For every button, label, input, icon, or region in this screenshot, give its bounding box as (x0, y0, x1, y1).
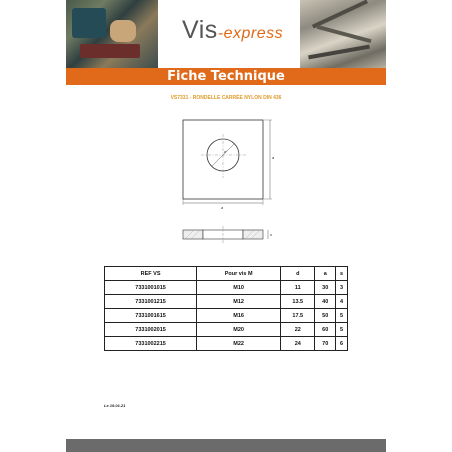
side-view-right-section (243, 230, 263, 239)
table-header-row (105, 267, 348, 281)
table-row (105, 323, 348, 337)
table-cell: 3 (336, 281, 348, 295)
banner-title: Fiche Technique (167, 69, 285, 84)
table-cell: 70 (315, 337, 336, 351)
table-row (105, 295, 348, 309)
table-cell: 13.5 (281, 295, 315, 309)
table-cell: 6 (336, 337, 348, 351)
table-cell: 7331001015 (105, 281, 197, 295)
technical-drawing (66, 0, 386, 260)
table-header-cell: a (315, 267, 336, 281)
table-cell: 40 (315, 295, 336, 309)
table-cell: 5 (336, 323, 348, 337)
table-cell: 7331002015 (105, 323, 197, 337)
footer-bar (66, 439, 386, 452)
dimensions-table (104, 266, 348, 351)
table-cell: M16 (197, 309, 281, 323)
table-cell: 24 (281, 337, 315, 351)
table-cell: 50 (315, 309, 336, 323)
table-row (105, 337, 348, 351)
logo-separator: - (217, 25, 224, 42)
table-cell: 7331001615 (105, 309, 197, 323)
table-header-cell: Pour vis M (197, 267, 281, 281)
label-a-right: a (272, 155, 275, 160)
table-header-cell: d (281, 267, 315, 281)
logo-accent-text: express (223, 25, 284, 42)
table-cell: M22 (197, 337, 281, 351)
label-d: d (224, 149, 227, 154)
product-title: VS7331 - RONDELLE CARRÉE NYLON DIN 436 (170, 95, 282, 101)
label-a-bottom: a (221, 205, 224, 210)
label-s: s (270, 232, 272, 237)
table-header-cell: REF VS (105, 267, 197, 281)
document-date: Le 19.01.21 (104, 403, 126, 408)
table-cell: 7331002215 (105, 337, 197, 351)
logo-main-text: Vis (182, 16, 218, 44)
table-cell: 7331001215 (105, 295, 197, 309)
table-cell: 11 (281, 281, 315, 295)
table-cell: 5 (336, 309, 348, 323)
table-cell: M10 (197, 281, 281, 295)
table-cell: 30 (315, 281, 336, 295)
table-cell: 22 (281, 323, 315, 337)
table-cell: M12 (197, 295, 281, 309)
datasheet-page (66, 0, 386, 452)
table-row (105, 281, 348, 295)
table-row (105, 309, 348, 323)
table-header-cell: s (336, 267, 348, 281)
table-cell: M20 (197, 323, 281, 337)
table-cell: 17.5 (281, 309, 315, 323)
table-cell: 4 (336, 295, 348, 309)
table-cell: 60 (315, 323, 336, 337)
side-view-left-section (183, 230, 203, 239)
